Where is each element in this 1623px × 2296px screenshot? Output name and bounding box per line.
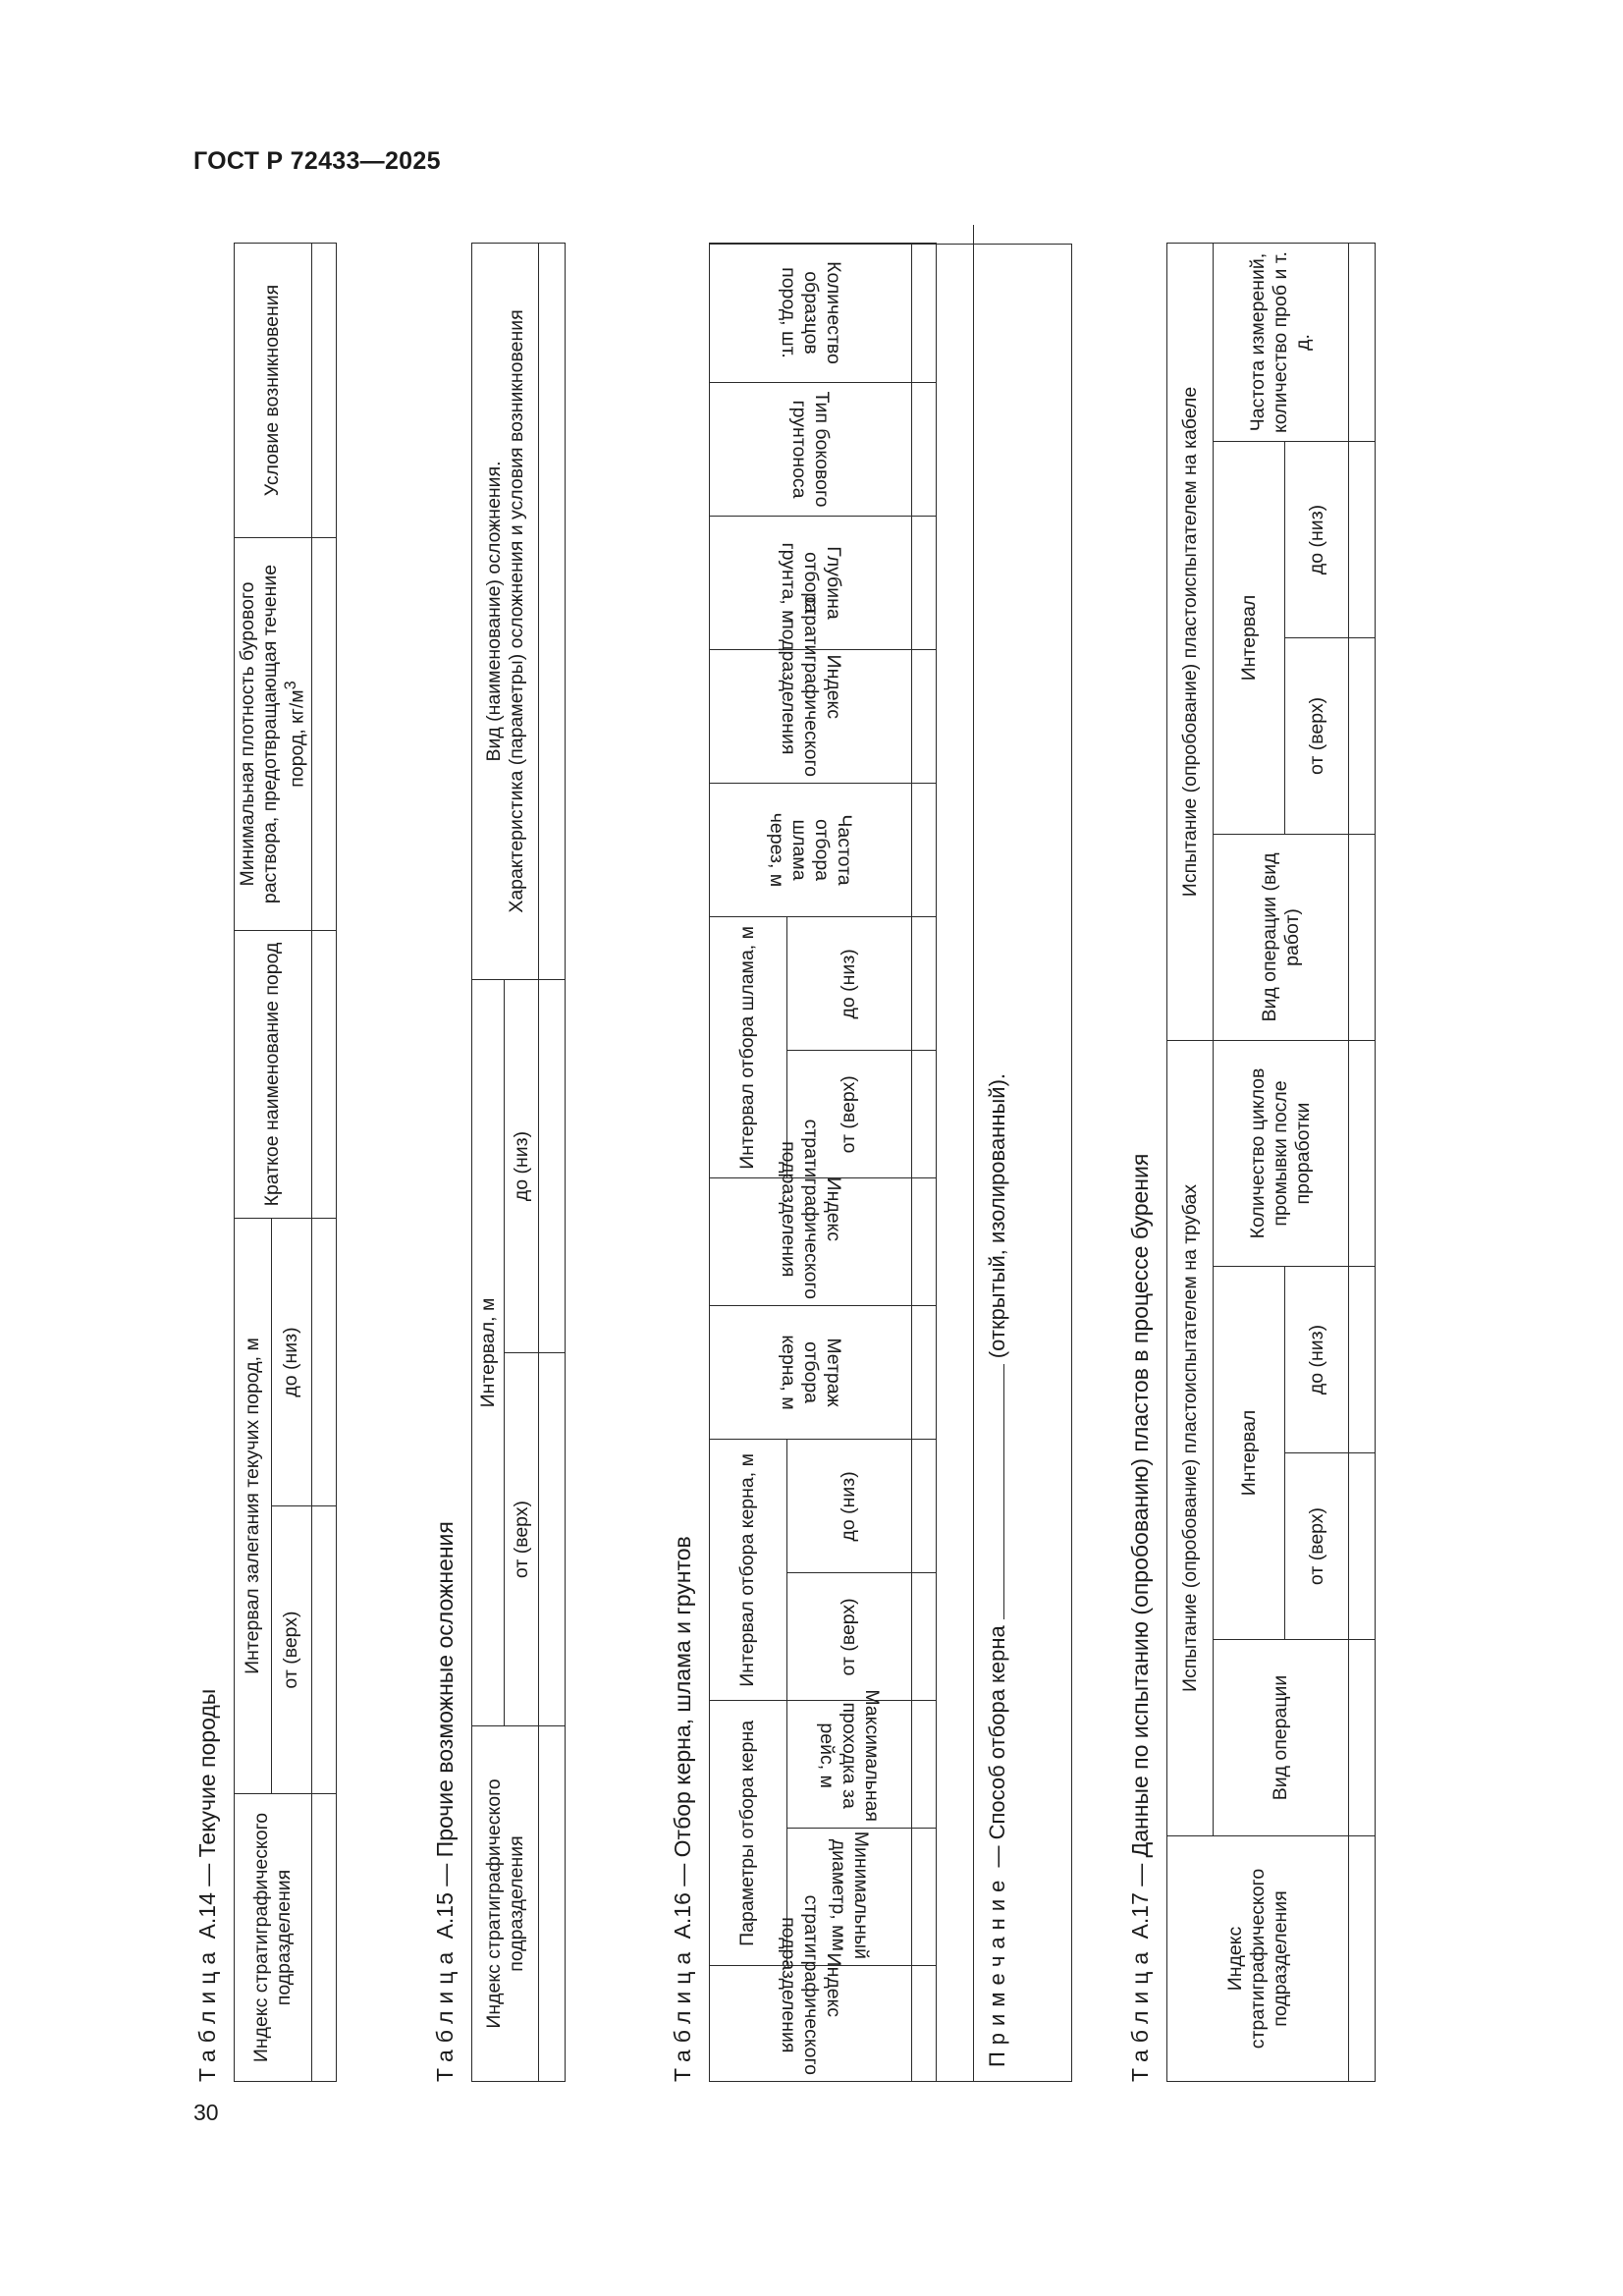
caption-table-a14: Таблица А.14 — Текучие породы	[194, 1688, 220, 2082]
rotated-tables	[183, 226, 1380, 2082]
t14-col-interval: Интервал залегания текучих пород, м	[235, 1219, 272, 1794]
t17-col-from2: от (верх)	[1285, 637, 1349, 834]
t14-col-density: Минимальная плотность бурового раствора, предотвращающая течение пород, $кг/м^3$	[235, 538, 312, 931]
t16-col-core-meters: Метраж отбора керна, м	[709, 1306, 911, 1440]
table-a17	[1166, 243, 1376, 2082]
t17-col-to2: до (низ)	[1285, 441, 1349, 637]
t14-col-from: от (верх)	[272, 1506, 311, 1794]
t14-col-index: Индекс стратиграфического подразделения	[235, 1794, 312, 2082]
t15-col-from: от (верх)	[505, 1353, 539, 1726]
t16-col-index2: Индекс стратиграфического подразделения	[709, 1178, 911, 1306]
t17-col-cable: Испытание (опробование) пластоиспытателем на кабеле	[1167, 243, 1214, 1040]
t16-col-index: Индекс стратиграфического подразделения	[709, 1966, 911, 2082]
caption-table-a16: Таблица А.16 — Отбор керна, шлама и грунтов	[670, 1536, 695, 2082]
t17-col-freq: Частота измерений, количество проб и т. д.	[1214, 243, 1349, 441]
document-code: ГОСТ Р 72433—2025	[193, 147, 441, 175]
table-row	[539, 243, 566, 2081]
t17-col-interval2: Интервал	[1214, 441, 1285, 834]
t17-col-from: от (верх)	[1285, 1453, 1349, 1640]
table-row	[311, 244, 336, 2082]
t15-col-to: до (низ)	[505, 979, 539, 1352]
t16-col-min-diam: Минимальный диаметр, мм	[786, 1829, 911, 1966]
t16-col-core-to: до (низ)	[786, 1440, 911, 1573]
t14-col-to: до (низ)	[272, 1219, 311, 1506]
t16-col-cut-from: от (верх)	[786, 1051, 911, 1178]
table-a16-frame	[709, 244, 1072, 2082]
table-row	[1349, 243, 1376, 2081]
caption-table-a17: Таблица А.17 — Данные по испытанию (опробованию) пластов в процессе бурения	[1127, 1153, 1153, 2082]
t17-col-op: Вид операции	[1214, 1640, 1349, 1836]
t16-col-cut-to: до (низ)	[786, 917, 911, 1051]
t17-col-interval: Интервал	[1214, 1267, 1285, 1640]
t15-col-index: Индекс стратиграфического подразделения	[472, 1726, 539, 2082]
caption-table-a15: Таблица А.15 — Прочие возможные осложнения	[432, 1521, 458, 2082]
t16-col-sampler: Тип бокового грунтоноса	[709, 383, 911, 517]
t16-note: Примечание — Способ отбора керна(открытый, изолированный).	[973, 225, 1024, 2081]
t16-col-core-params: Параметры отбора керна	[709, 1701, 786, 1966]
note-blank-line	[978, 1364, 1004, 1619]
t16-col-index3: Индекс стратиграфического подразделения	[709, 650, 911, 784]
table-a14	[234, 243, 337, 2082]
table-a15	[471, 243, 566, 2082]
t16-col-max-pass: Максимальная проходка за рейс, м	[786, 1701, 911, 1829]
t15-col-kind: Вид (наименование) осложнения. Характеристика (параметры) осложнения и условия возникновения	[472, 243, 539, 979]
t16-col-cut-interval: Интервал отбора шлама, м	[709, 917, 786, 1178]
t17-col-pipe: Испытание (опробование) пластоиспытателем на трубах	[1167, 1040, 1214, 1835]
t17-col-index: Индекс стратиграфического подразделения	[1167, 1836, 1349, 2082]
t16-col-depth: Глубина отбора грунта, м	[709, 517, 911, 650]
page-number: 30	[193, 2100, 219, 2125]
t15-col-interval: Интервал, м	[472, 979, 505, 1725]
t17-col-to: до (низ)	[1285, 1267, 1349, 1453]
t16-col-core-interval: Интервал отбора керна, м	[709, 1440, 786, 1701]
table-a16	[709, 243, 937, 2082]
t17-col-op2: Вид операции (вид работ)	[1214, 834, 1349, 1040]
t16-col-cut-freq: Частота отбора шлама через, м	[709, 784, 911, 917]
t17-col-cycles: Количество циклов промывки после проработки	[1214, 1040, 1349, 1266]
t16-col-count: Количество образцов пород, шт.	[709, 244, 911, 383]
t14-col-name: Краткое наименование пород	[235, 931, 312, 1219]
t14-col-condition: Условие возникновения	[235, 244, 312, 538]
table-row	[911, 244, 936, 2082]
t16-col-core-from: от (верх)	[786, 1573, 911, 1701]
